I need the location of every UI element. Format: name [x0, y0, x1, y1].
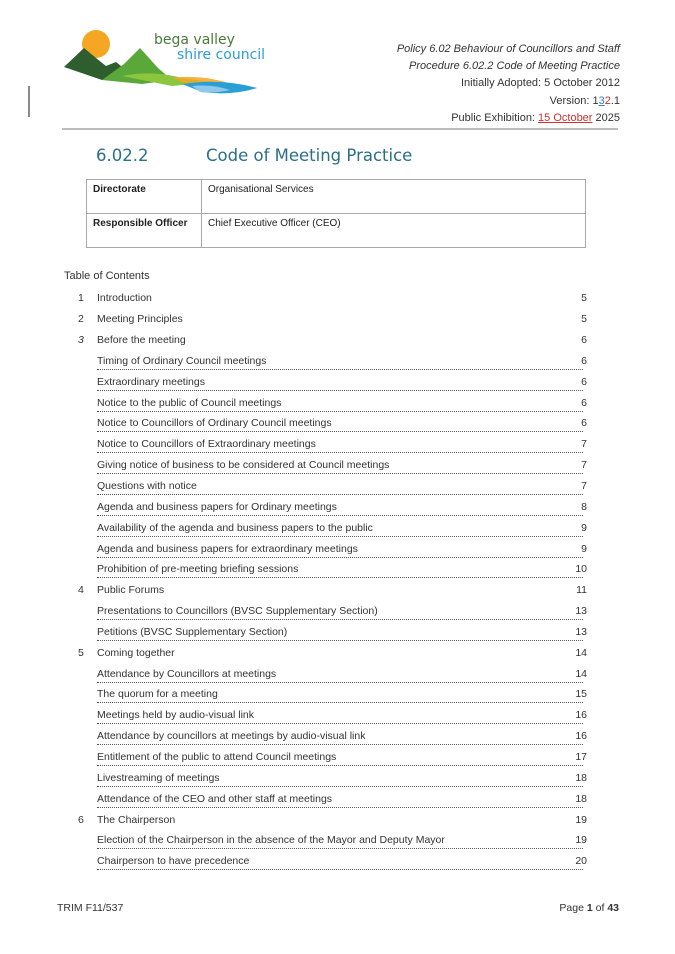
toc-subsection-entry[interactable]	[64, 622, 587, 643]
toc-entry-page: 9	[581, 542, 587, 555]
logo-text-line2: shire council	[177, 47, 266, 63]
page-current: 1	[586, 902, 593, 914]
footer-trim-ref: TRIM F11/537	[57, 902, 124, 914]
toc-subsection-entry[interactable]	[64, 455, 587, 476]
toc-entry-label: Introduction	[97, 292, 152, 305]
toc-entry-label: Timing of Ordinary Council meetings	[97, 354, 267, 367]
toc-entry-page: 15	[575, 688, 587, 701]
table-of-contents	[64, 288, 587, 872]
toc-entry-label: Chairperson to have precedence	[97, 855, 250, 868]
toc-entry-number: 6	[78, 813, 84, 826]
toc-entry-page: 16	[575, 730, 587, 743]
toc-entry-label: The quorum for a meeting	[97, 688, 218, 701]
version-label: Version:	[549, 94, 593, 107]
toc-entry-page: 8	[581, 500, 587, 513]
toc-entry-number: 3	[78, 334, 84, 347]
toc-entry-page: 5	[581, 292, 587, 305]
toc-entry-page: 7	[581, 459, 587, 472]
toc-section-entry[interactable]	[64, 330, 587, 351]
meta-key: Responsible Officer	[87, 214, 202, 248]
toc-entry-label: Public Forums	[97, 584, 165, 597]
toc-section-entry[interactable]	[64, 580, 587, 601]
meta-row	[87, 180, 586, 214]
toc-entry-page: 18	[575, 771, 587, 784]
toc-subsection-entry[interactable]	[64, 851, 587, 872]
toc-subsection-entry[interactable]	[64, 496, 587, 517]
toc-entry-label: Presentations to Councillors (BVSC Supplementary Section)	[97, 605, 378, 618]
toc-entry-label: Before the meeting	[97, 334, 186, 347]
toc-subsection-entry[interactable]	[64, 726, 587, 747]
toc-entry-page: 14	[575, 667, 587, 680]
toc-entry-label: Entitlement of the public to attend Council meetings	[97, 750, 337, 763]
toc-subsection-entry[interactable]	[64, 371, 587, 392]
toc-entry-page: 11	[576, 584, 587, 597]
toc-entry-page: 6	[581, 334, 587, 347]
toc-subsection-entry[interactable]	[64, 830, 587, 851]
document-meta-table	[86, 179, 586, 248]
toc-subsection-entry[interactable]	[64, 663, 587, 684]
toc-entry-page: 13	[575, 625, 587, 638]
toc-entry-page: 19	[575, 834, 587, 847]
logo-graphic	[62, 22, 282, 98]
document-title-text: Code of Meeting Practice	[206, 146, 413, 165]
toc-entry-page: 9	[581, 521, 587, 534]
toc-subsection-entry[interactable]	[64, 559, 587, 580]
toc-entry-label: Coming together	[97, 646, 175, 659]
toc-entry-label: Agenda and business papers for extraordinary meetings	[97, 542, 358, 555]
document-header-info	[397, 41, 620, 127]
toc-entry-page: 20	[575, 855, 587, 868]
meta-value: Chief Executive Officer (CEO)	[202, 214, 586, 248]
initially-adopted: Initially Adopted: 5 October 2012	[461, 77, 620, 90]
footer-page-number	[559, 902, 619, 914]
page-label: Page	[559, 902, 587, 914]
toc-subsection-entry[interactable]	[64, 747, 587, 768]
toc-entry-number: 4	[78, 584, 84, 597]
toc-entry-page: 6	[581, 396, 587, 409]
toc-entry-label: Notice to Councillors of Ordinary Council meetings	[97, 417, 332, 430]
toc-entry-number: 5	[78, 646, 84, 659]
toc-heading: Table of Contents	[64, 270, 150, 282]
exhibition-date-revision: 15 October	[538, 111, 593, 124]
council-logo	[62, 22, 282, 98]
version-prefix: 1	[592, 94, 599, 107]
toc-entry-number: 1	[78, 292, 84, 305]
document-title	[96, 146, 412, 165]
toc-entry-label: Election of the Chairperson in the absence of the Mayor and Deputy Mayor	[97, 834, 445, 847]
toc-subsection-entry[interactable]	[64, 476, 587, 497]
toc-entry-label: Meeting Principles	[97, 313, 183, 326]
toc-subsection-entry[interactable]	[64, 705, 587, 726]
toc-section-entry[interactable]	[64, 809, 587, 830]
toc-entry-label: Notice to Councillors of Extraordinary meetings	[97, 438, 316, 451]
toc-entry-page: 10	[575, 563, 587, 576]
toc-entry-label: Attendance of the CEO and other staff at meetings	[97, 792, 333, 805]
toc-entry-page: 5	[581, 313, 587, 326]
toc-subsection-entry[interactable]	[64, 434, 587, 455]
toc-entry-page: 13	[575, 605, 587, 618]
version-line	[397, 93, 620, 110]
toc-subsection-entry[interactable]	[64, 517, 587, 538]
toc-entry-label: Availability of the agenda and business papers to the public	[97, 521, 373, 534]
toc-section-entry[interactable]	[64, 288, 587, 309]
toc-entry-page: 6	[581, 354, 587, 367]
toc-entry-page: 14	[575, 646, 587, 659]
toc-section-entry[interactable]	[64, 642, 587, 663]
toc-entry-page: 6	[581, 417, 587, 430]
page-total: 43	[607, 902, 619, 914]
procedure-line: Procedure 6.02.2 Code of Meeting Practice	[409, 60, 620, 73]
toc-entry-number: 2	[78, 313, 84, 326]
toc-entry-label: Prohibition of pre-meeting briefing sessions	[97, 563, 299, 576]
toc-subsection-entry[interactable]	[64, 788, 587, 809]
meta-value: Organisational Services	[202, 180, 586, 214]
toc-entry-label: The Chairperson	[97, 813, 176, 826]
toc-entry-label: Livestreaming of meetings	[97, 771, 220, 784]
version-suffix: .1	[610, 94, 620, 107]
version-deleted-revision: 2	[604, 94, 611, 107]
toc-subsection-entry[interactable]	[64, 392, 587, 413]
page-of: of	[592, 902, 608, 914]
toc-entry-label: Attendance by councillors at meetings by audio-visual link	[97, 730, 366, 743]
toc-subsection-entry[interactable]	[64, 601, 587, 622]
logo-text-line1: bega valley	[154, 32, 235, 48]
policy-line: Policy 6.02 Behaviour of Councillors and Staff	[396, 43, 620, 55]
header-divider	[62, 128, 618, 131]
toc-entry-label: Notice to the public of Council meetings	[97, 396, 282, 409]
toc-entry-page: 7	[581, 480, 587, 493]
toc-entry-label: Agenda and business papers for Ordinary meetings	[97, 500, 337, 513]
toc-subsection-entry[interactable]	[64, 538, 587, 559]
toc-subsection-entry[interactable]	[64, 767, 587, 788]
meta-key: Directorate	[87, 180, 202, 214]
exhibition-label: Public Exhibition:	[451, 111, 539, 124]
toc-entry-page: 7	[581, 438, 587, 451]
document-number: 6.02.2	[96, 146, 149, 165]
toc-entry-label: Extraordinary meetings	[97, 375, 205, 388]
meta-row	[87, 214, 586, 248]
toc-entry-page: 16	[575, 709, 587, 722]
toc-entry-page: 18	[575, 792, 587, 805]
toc-entry-label: Giving notice of business to be considered at Council meetings	[97, 459, 390, 472]
toc-entry-page: 19	[575, 813, 587, 826]
version-inserted-revision: 3	[598, 94, 605, 107]
toc-entry-label: Questions with notice	[97, 480, 197, 493]
toc-entry-page: 6	[581, 375, 587, 388]
toc-entry-label: Attendance by Councillors at meetings	[97, 667, 277, 680]
toc-subsection-entry[interactable]	[64, 351, 587, 372]
toc-section-entry[interactable]	[64, 309, 587, 330]
toc-subsection-entry[interactable]	[64, 684, 587, 705]
text-cursor	[28, 86, 30, 117]
toc-subsection-entry[interactable]	[64, 413, 587, 434]
public-exhibition-line	[397, 110, 620, 127]
toc-entry-label: Meetings held by audio-visual link	[97, 709, 255, 722]
toc-entry-page: 17	[575, 750, 587, 763]
toc-entry-label: Petitions (BVSC Supplementary Section)	[97, 625, 288, 638]
exhibition-year: 2025	[592, 111, 620, 124]
